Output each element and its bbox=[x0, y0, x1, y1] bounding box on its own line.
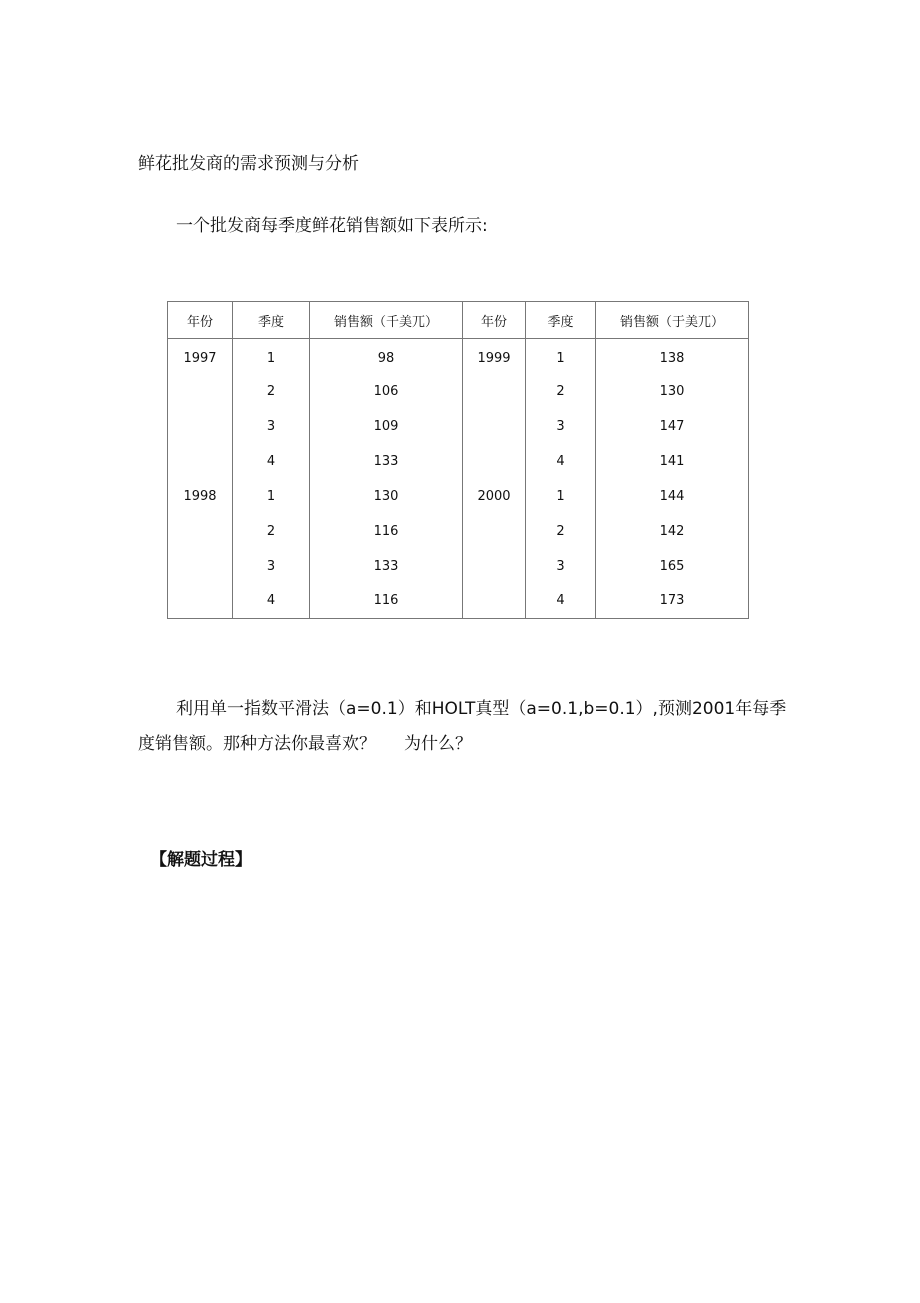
table-cell: 2 bbox=[233, 514, 310, 549]
header-year-1: 年份 bbox=[168, 302, 233, 339]
sales-table bbox=[167, 301, 749, 619]
header-sales-1: 销售额（千美兀） bbox=[310, 302, 463, 339]
header-quarter-1: 季度 bbox=[233, 302, 310, 339]
question-why: 为什么？ bbox=[404, 734, 472, 754]
intro-text: 一个批发商每季度鲜花销售额如下表所示: bbox=[176, 216, 488, 236]
page-title: 鲜花批发商的需求预测与分析 bbox=[138, 154, 359, 174]
header-year-2: 年份 bbox=[463, 302, 526, 339]
table-cell bbox=[168, 584, 233, 619]
table-cell: 130 bbox=[596, 374, 749, 409]
table-cell: 4 bbox=[233, 584, 310, 619]
question-paragraph bbox=[138, 692, 788, 762]
table-cell: 144 bbox=[596, 479, 749, 514]
table-cell: 2 bbox=[526, 514, 596, 549]
table-cell: 3 bbox=[233, 549, 310, 584]
table-cell: 1998 bbox=[168, 479, 233, 514]
table-cell: 173 bbox=[596, 584, 749, 619]
table-cell: 109 bbox=[310, 409, 463, 444]
table-cell: 165 bbox=[596, 549, 749, 584]
table-cell: 133 bbox=[310, 549, 463, 584]
table-row bbox=[168, 374, 749, 409]
table-cell: 1 bbox=[233, 339, 310, 374]
table-cell: 2 bbox=[233, 374, 310, 409]
table-row bbox=[168, 584, 749, 619]
table-row bbox=[168, 514, 749, 549]
table-cell: 3 bbox=[526, 409, 596, 444]
table-cell: 4 bbox=[526, 444, 596, 479]
table-cell bbox=[463, 444, 526, 479]
table-cell: 106 bbox=[310, 374, 463, 409]
table-cell: 98 bbox=[310, 339, 463, 374]
table-cell: 3 bbox=[233, 409, 310, 444]
table-cell: 1999 bbox=[463, 339, 526, 374]
question-line-2: 度销售额。那种方法你最喜欢？ bbox=[138, 734, 376, 754]
table-cell: 4 bbox=[526, 584, 596, 619]
question-line-1: 利用单一指数平滑法（a=0.1）和HOLT真型（a=0.1,b=0.1）,预测2001年每季 bbox=[176, 699, 787, 719]
table-cell bbox=[463, 514, 526, 549]
table-cell: 1 bbox=[526, 339, 596, 374]
table-cell: 3 bbox=[526, 549, 596, 584]
table-cell bbox=[463, 584, 526, 619]
table-cell: 116 bbox=[310, 514, 463, 549]
table-cell bbox=[463, 409, 526, 444]
table-cell bbox=[168, 409, 233, 444]
table-cell bbox=[168, 549, 233, 584]
table-cell: 147 bbox=[596, 409, 749, 444]
table-cell: 2 bbox=[526, 374, 596, 409]
table-cell: 1 bbox=[526, 479, 596, 514]
table-row bbox=[168, 444, 749, 479]
table-cell bbox=[168, 514, 233, 549]
table-cell: 142 bbox=[596, 514, 749, 549]
table-cell: 4 bbox=[233, 444, 310, 479]
table-row bbox=[168, 479, 749, 514]
table-cell bbox=[463, 374, 526, 409]
table-cell: 1997 bbox=[168, 339, 233, 374]
table-cell: 141 bbox=[596, 444, 749, 479]
table-cell bbox=[463, 549, 526, 584]
table-cell bbox=[168, 444, 233, 479]
table-cell: 138 bbox=[596, 339, 749, 374]
header-sales-2: 销售额（于美兀） bbox=[596, 302, 749, 339]
table-cell: 1 bbox=[233, 479, 310, 514]
header-quarter-2: 季度 bbox=[526, 302, 596, 339]
table-cell: 133 bbox=[310, 444, 463, 479]
section-heading: 【解题过程】 bbox=[150, 850, 252, 870]
table-cell: 2000 bbox=[463, 479, 526, 514]
table-row bbox=[168, 409, 749, 444]
table-header-row bbox=[168, 302, 749, 339]
table-cell: 116 bbox=[310, 584, 463, 619]
table-cell: 130 bbox=[310, 479, 463, 514]
table-row bbox=[168, 339, 749, 374]
table-row bbox=[168, 549, 749, 584]
table-cell bbox=[168, 374, 233, 409]
